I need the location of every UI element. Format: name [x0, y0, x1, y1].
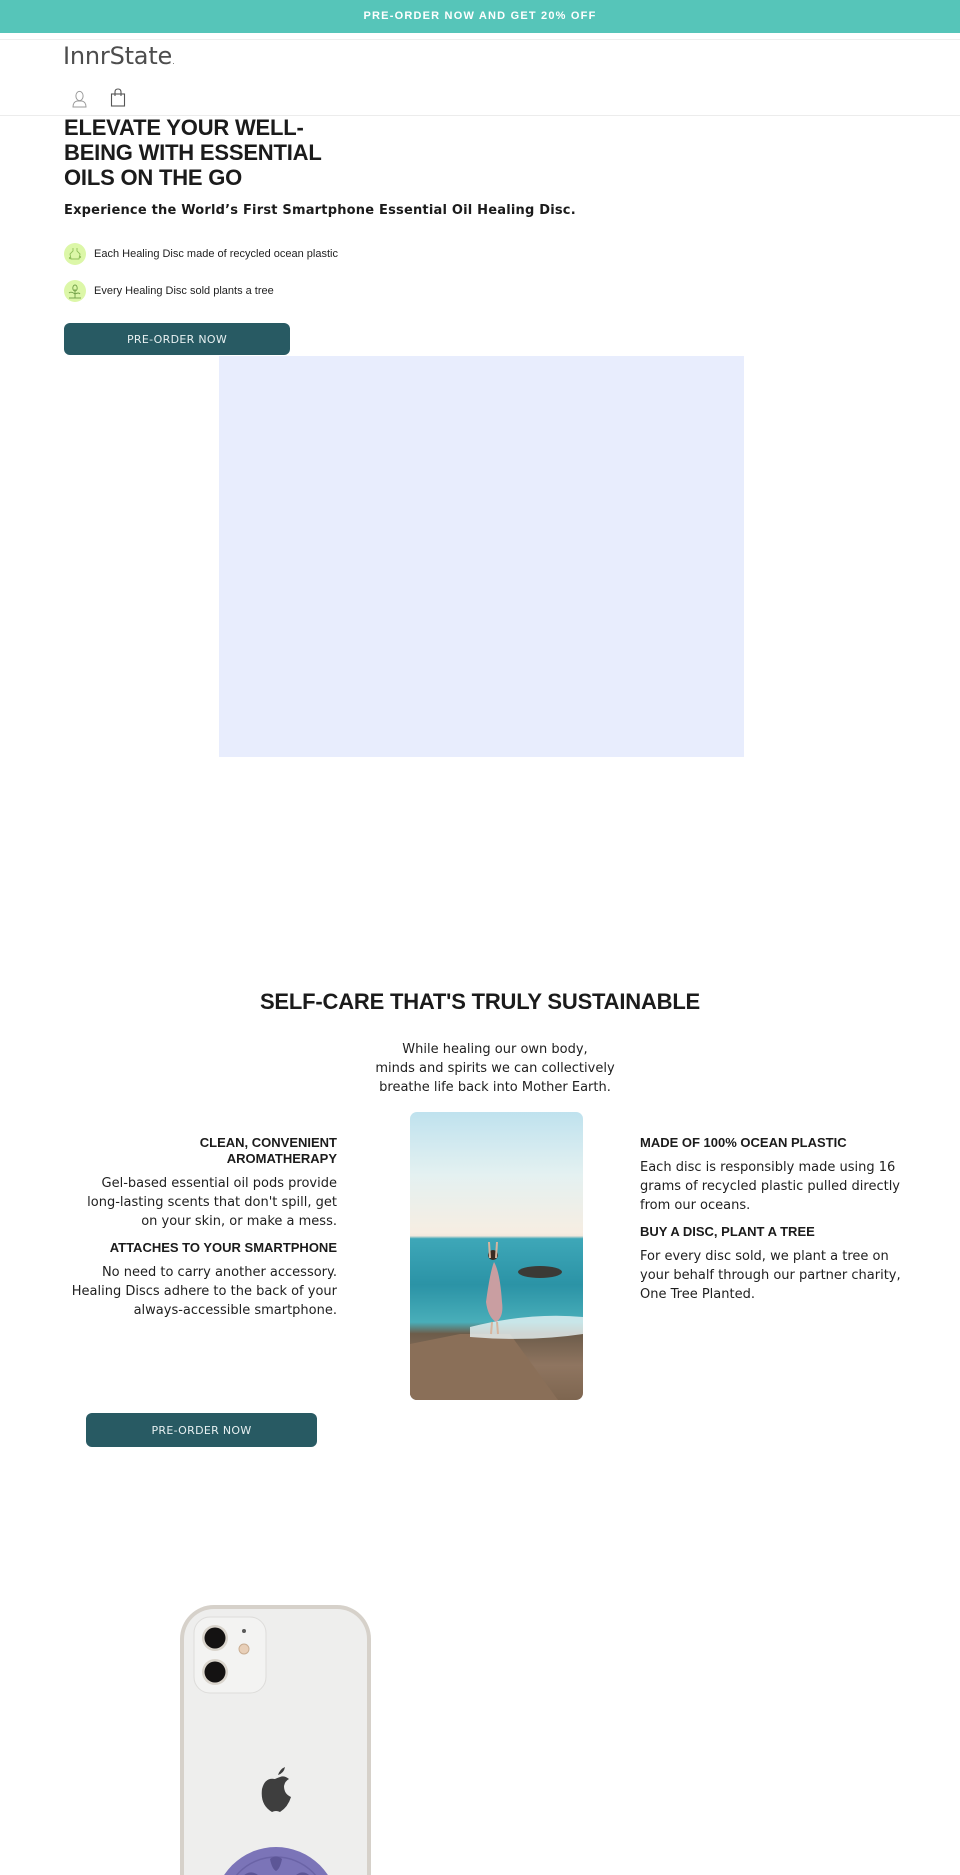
hero-feature-text: Every Healing Disc sold plants a tree — [94, 285, 274, 297]
sustainability-preorder-button[interactable] — [86, 1413, 317, 1447]
body-line: your behalf through our partner charity, — [640, 1268, 901, 1283]
feature-heading-ocean-plastic — [640, 1135, 910, 1151]
hero-title-line: BEING WITH ESSENTIAL — [64, 140, 322, 165]
feature-heading-smartphone — [70, 1240, 337, 1256]
announcement-bar[interactable] — [0, 0, 960, 33]
feature-body-plant-tree — [640, 1247, 910, 1304]
logo[interactable] — [63, 42, 174, 70]
feature-body-smartphone — [70, 1263, 337, 1320]
feature-heading-aromatherapy — [70, 1135, 337, 1167]
heading-line: BUY A DISC, PLANT A TREE — [640, 1224, 815, 1239]
phone-back — [184, 1609, 367, 1875]
body-line: long-lasting scents that don't spill, get — [87, 1195, 337, 1210]
hero-media-placeholder — [219, 356, 744, 757]
body-line: on your skin, or make a mess. — [141, 1214, 337, 1229]
body-line: grams of recycled plastic pulled directly — [640, 1179, 900, 1194]
heading-line: ATTACHES TO YOUR SMARTPHONE — [109, 1240, 337, 1255]
feature-heading-plant-tree — [640, 1224, 910, 1240]
body-line: For every disc sold, we plant a tree on — [640, 1249, 889, 1264]
product-phone-image — [180, 1605, 371, 1875]
logo-dot: . — [172, 57, 175, 66]
feature-body-aromatherapy — [70, 1174, 337, 1231]
announcement-text: PRE-ORDER NOW AND GET 20% OFF — [363, 10, 597, 22]
body-line: One Tree Planted. — [640, 1287, 755, 1302]
features-left-column — [70, 1135, 337, 1329]
hero-preorder-label: PRE-ORDER NOW — [126, 332, 228, 346]
body-line: from our oceans. — [640, 1198, 751, 1213]
body-line: Each disc is responsibly made using 16 — [640, 1160, 896, 1175]
tree-sprout-icon — [64, 280, 86, 302]
hero-preorder-button[interactable] — [64, 323, 290, 355]
sustainability-preorder-label: PRE-ORDER NOW — [151, 1423, 252, 1437]
account-icon[interactable] — [71, 90, 88, 108]
cart-icon[interactable] — [110, 88, 126, 107]
hero-feature-recycled — [64, 243, 338, 265]
features-right-column — [640, 1135, 910, 1313]
intro-line: While healing our own body, — [402, 1042, 588, 1057]
ocean-woman-photo — [410, 1112, 583, 1400]
intro-line: minds and spirits we can collectively — [375, 1061, 615, 1076]
hero-title-line: OILS ON THE GO — [64, 165, 243, 190]
hero-title-line: ELEVATE YOUR WELL- — [64, 115, 304, 140]
hero-title — [64, 115, 364, 190]
hero-subtitle: Experience the World’s First Smartphone Essential Oil Healing Disc. — [64, 203, 576, 218]
sustainability-intro — [330, 1040, 660, 1097]
heading-line: AROMATHERAPY — [226, 1151, 337, 1166]
sustainability-title: SELF-CARE THAT'S TRULY SUSTAINABLE — [259, 989, 701, 1014]
body-line: Healing Discs adhere to the back of your — [71, 1284, 337, 1299]
header-top-divider — [0, 39, 960, 40]
hero-feature-text: Each Healing Disc made of recycled ocean plastic — [94, 248, 338, 260]
body-line: always-accessible smartphone. — [133, 1303, 337, 1318]
feature-body-ocean-plastic — [640, 1158, 910, 1215]
heading-line: CLEAN, CONVENIENT — [199, 1135, 337, 1150]
heading-line: MADE OF 100% OCEAN PLASTIC — [640, 1135, 847, 1150]
logo-text: InnrState — [63, 42, 173, 70]
body-line: No need to carry another accessory. — [101, 1265, 337, 1280]
intro-line: breathe life back into Mother Earth. — [379, 1080, 611, 1095]
hero-feature-tree — [64, 280, 274, 302]
body-line: Gel-based essential oil pods provide — [101, 1176, 337, 1191]
recycled-bottle-icon — [64, 243, 86, 265]
